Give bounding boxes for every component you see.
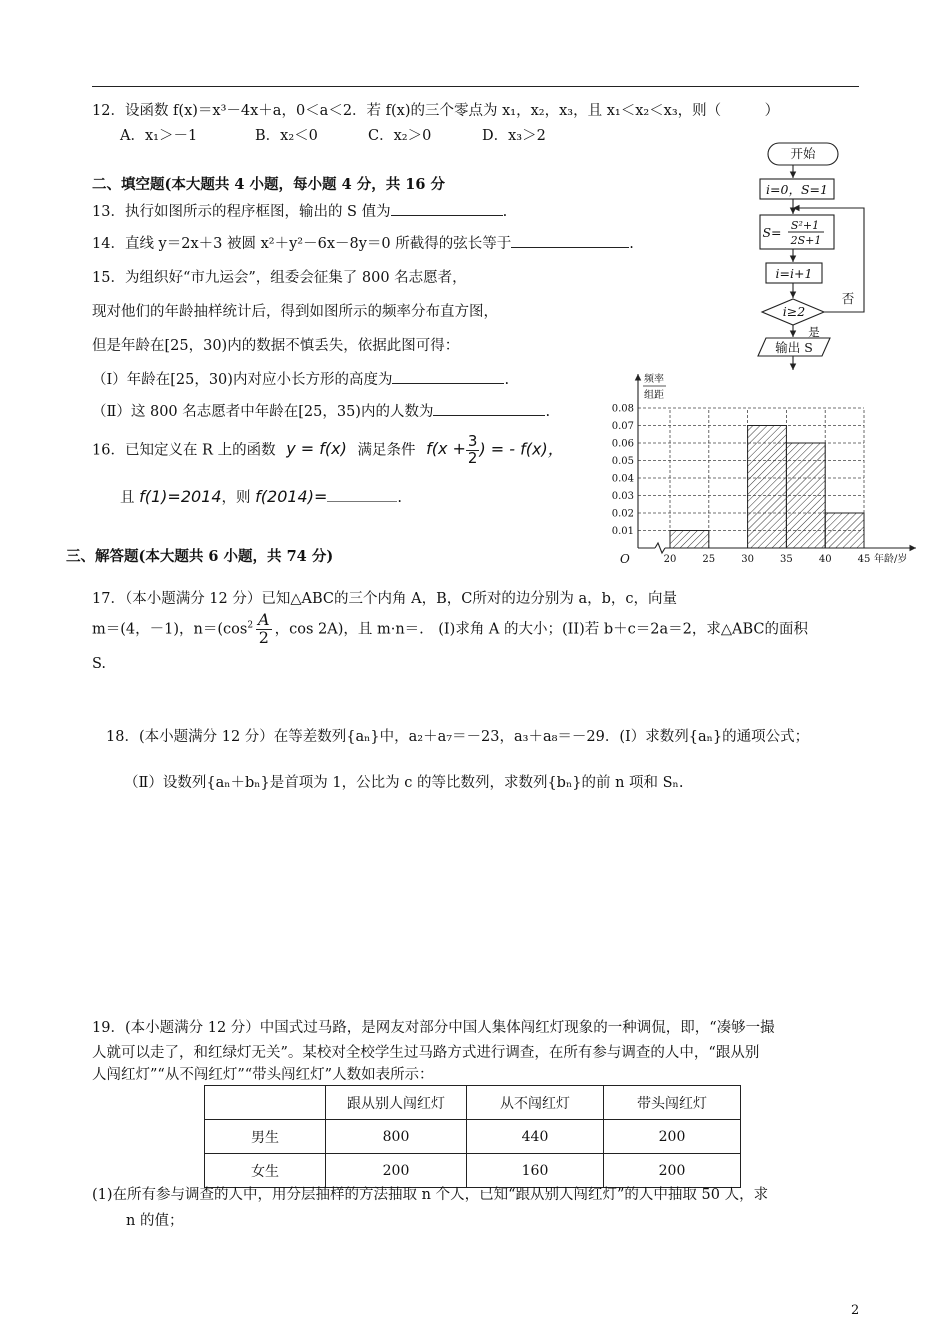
q14 [92,232,634,253]
flowchart [748,138,878,378]
table-cell: 200 [604,1120,741,1154]
q15-part2-blank [433,401,545,416]
q17-sup: 2 [247,620,254,631]
q17-line3: S. [92,656,107,672]
q12-option-c: C．x₂＞0 [368,128,432,144]
flow-no-label: 否 [841,291,855,306]
q16-fraction [466,434,480,467]
q15-part1-end: . [504,372,510,388]
y-tick-label: 0.02 [611,508,634,520]
q12-option-a: A．x₁＞－1 [120,128,198,144]
q12-option-b: B．x₂＜0 [255,128,318,144]
x-tick-label: 40 [818,554,832,565]
table-header-cell: 从不闯红灯 [467,1086,604,1120]
table-header-cell: 带头闯红灯 [604,1086,741,1120]
q15-part2-text: （Ⅱ）这 800 名志愿者中年龄在[25，35)内的人数为 [92,404,434,420]
histogram-bar [670,531,709,549]
q19-line2: 人就可以走了，和红绿灯无关”。某校对全校学生过马路方式进行调查，在所有参与调查的人中，“跟从别 [92,1045,760,1061]
q16-frac-den: 2 [467,448,478,467]
x-tick-label: 45 [857,554,871,565]
q14-text: 14．直线 y＝2x＋3 被圆 x²＋y²－6x－8y＝0 所截得的弦长等于 [92,236,512,252]
x-tick-label: 30 [741,554,754,565]
q15-line1: 15．为组织好“市九运会”，组委会征集了 800 名志愿者， [92,270,467,286]
q18-line2: （Ⅱ）设数列{aₙ＋bₙ}是首项为 1，公比为 c 的等比数列，求数列{bₙ}的前 n 项和 Sₙ. [124,775,684,791]
y-tick-label: 0.04 [611,473,634,485]
q16-cond-left: f(x + [426,439,466,459]
flow-yes-label: 是 [808,325,820,339]
table-header-row [205,1086,741,1120]
y-tick-label: 0.01 [611,526,634,537]
q13-blank [391,201,503,216]
table-cell: 800 [326,1120,467,1154]
top-rule [92,86,859,87]
q12-stem: 12．设函数 f(x)＝x³－4x＋a，0＜a＜2．若 f(x)的三个零点为 x₁，x₂，x₃，且 x₁＜x₂＜x₃，则（ ） [92,103,780,119]
table-row [205,1120,741,1154]
flow-inc-text: i=i+1 [775,266,813,281]
q16-line1 [92,434,564,467]
flow-assign-prefix: S= [762,225,782,240]
q16-cond-right: ) = - f(x)， [479,439,564,459]
q17-line2-b: ，cos 2A)，且 m·n＝. (I)求角 A 的大小；(II)若 b＋c＝2a＝2，求△ABC的面积 [274,621,809,638]
q15-line3: 但是年龄在[25，30)内的数据不慎丢失，依据此图可得： [92,338,460,354]
x-tick-label: 25 [702,554,716,565]
table-cell: 160 [467,1154,604,1188]
flow-output-text: 输出 S [775,340,813,355]
table-cell: 200 [604,1154,741,1188]
q13 [92,200,507,221]
q18-line1: 18．(本小题满分 12 分）在等差数列{aₙ}中，a₂＋a₇＝－23，a₃＋a₈＝－29．(Ⅰ）求数列{aₙ}的通项公式； [106,729,810,745]
q19-table [204,1085,741,1188]
table-header-cell: 跟从别人闯红灯 [326,1086,467,1120]
y-tick-label: 0.06 [611,438,634,450]
y-axis-label-top: 频率 [644,374,664,385]
flow-assign-num: S²+1 [790,219,820,232]
q16-blank [327,487,397,502]
q19-sub1-line2: n 的值； [126,1213,184,1229]
q16-given: f(1)=2014 [139,487,222,506]
table-cell: 女生 [205,1154,326,1188]
frequency-histogram [598,368,928,574]
q17-fraction [256,612,272,647]
q16-end: . [397,490,402,506]
q16-line2 [120,486,402,507]
flow-start-text: 开始 [790,146,816,161]
q19-line3: 人闯红灯”“从不闯红灯”“带头闯红灯”人数如表所示： [92,1067,434,1083]
q16-func: y = f(x) [286,439,347,459]
q17-frac-num: A [258,610,270,629]
table-cell: 440 [467,1120,604,1154]
flow-assign-den: 2S+1 [790,234,822,247]
x-axis-label: 年龄/岁 [874,554,908,565]
q15-part2 [92,400,550,421]
x-tick-label: 35 [780,554,793,565]
q13-end: . [502,204,508,220]
q16-prefix: 且 [120,490,135,506]
q16-text: 16．已知定义在 R 上的函数 [92,442,276,459]
axis-break [655,543,665,553]
flow-init-text: i=0，S=1 [766,182,828,197]
q16-ask: f(2014)= [255,487,328,506]
q15-part2-end: . [545,404,551,420]
q17-frac-den: 2 [258,627,269,647]
section-2-title: 二、填空题(本大题共 4 小题，每小题 4 分，共 16 分 [92,176,446,193]
page-number: 2 [851,1303,860,1318]
q16-frac-num: 3 [467,432,478,450]
y-tick-label: 0.08 [611,403,634,415]
histogram-bar [786,443,825,548]
q15-part1-text: （Ⅰ）年龄在[25，30)内对应小长方形的高度为 [92,372,393,388]
q16-cond-label: 满足条件 [357,442,416,459]
table-cell: 200 [326,1154,467,1188]
q14-blank [511,233,629,248]
q17-line2-a: m＝(4，－1)，n＝(cos [92,621,248,638]
q17-line1: 17．（本小题满分 12 分）已知△ABC的三个内角 A，B，C所对的边分别为 a，b，c，向量 [92,591,677,607]
y-tick-label: 0.07 [611,421,634,432]
q15-part1-blank [392,369,504,384]
origin-label: O [620,552,630,566]
y-axis-label-bottom: 组距 [644,390,664,401]
y-tick-label: 0.05 [611,456,634,467]
q19-sub1-line1: (1)在所有参与调查的人中，用分层抽样的方法抽取 n 个人，已知“跟从别人闯红灯”的人中抽取 50 人，求 [92,1187,769,1203]
histogram-bar [748,426,787,549]
q19-line1: 19．(本小题满分 12 分）中国式过马路，是网友对部分中国人集体闯红灯现象的一种调侃，即，“凑够一撮 [92,1020,775,1036]
q16-then: ，则 [221,490,251,506]
table-header-cell [205,1086,326,1120]
q14-end: . [629,236,634,252]
q12-option-d: D．x₃＞2 [482,128,546,144]
histogram-bar [825,513,864,548]
y-tick-label: 0.03 [611,491,634,502]
flow-cond-text: i≥2 [782,304,806,319]
q15-part1 [92,368,509,389]
x-tick-label: 20 [663,554,677,565]
table-cell: 男生 [205,1120,326,1154]
section-3-title: 三、解答题(本大题共 6 小题，共 74 分) [66,548,334,565]
histogram-bars [670,426,864,549]
q17-line2 [92,612,808,647]
q15-line2: 现对他们的年龄抽样统计后，得到如图所示的频率分布直方图， [92,304,498,320]
q13-text: 13．执行如图所示的程序框图，输出的 S 值为 [92,204,391,220]
